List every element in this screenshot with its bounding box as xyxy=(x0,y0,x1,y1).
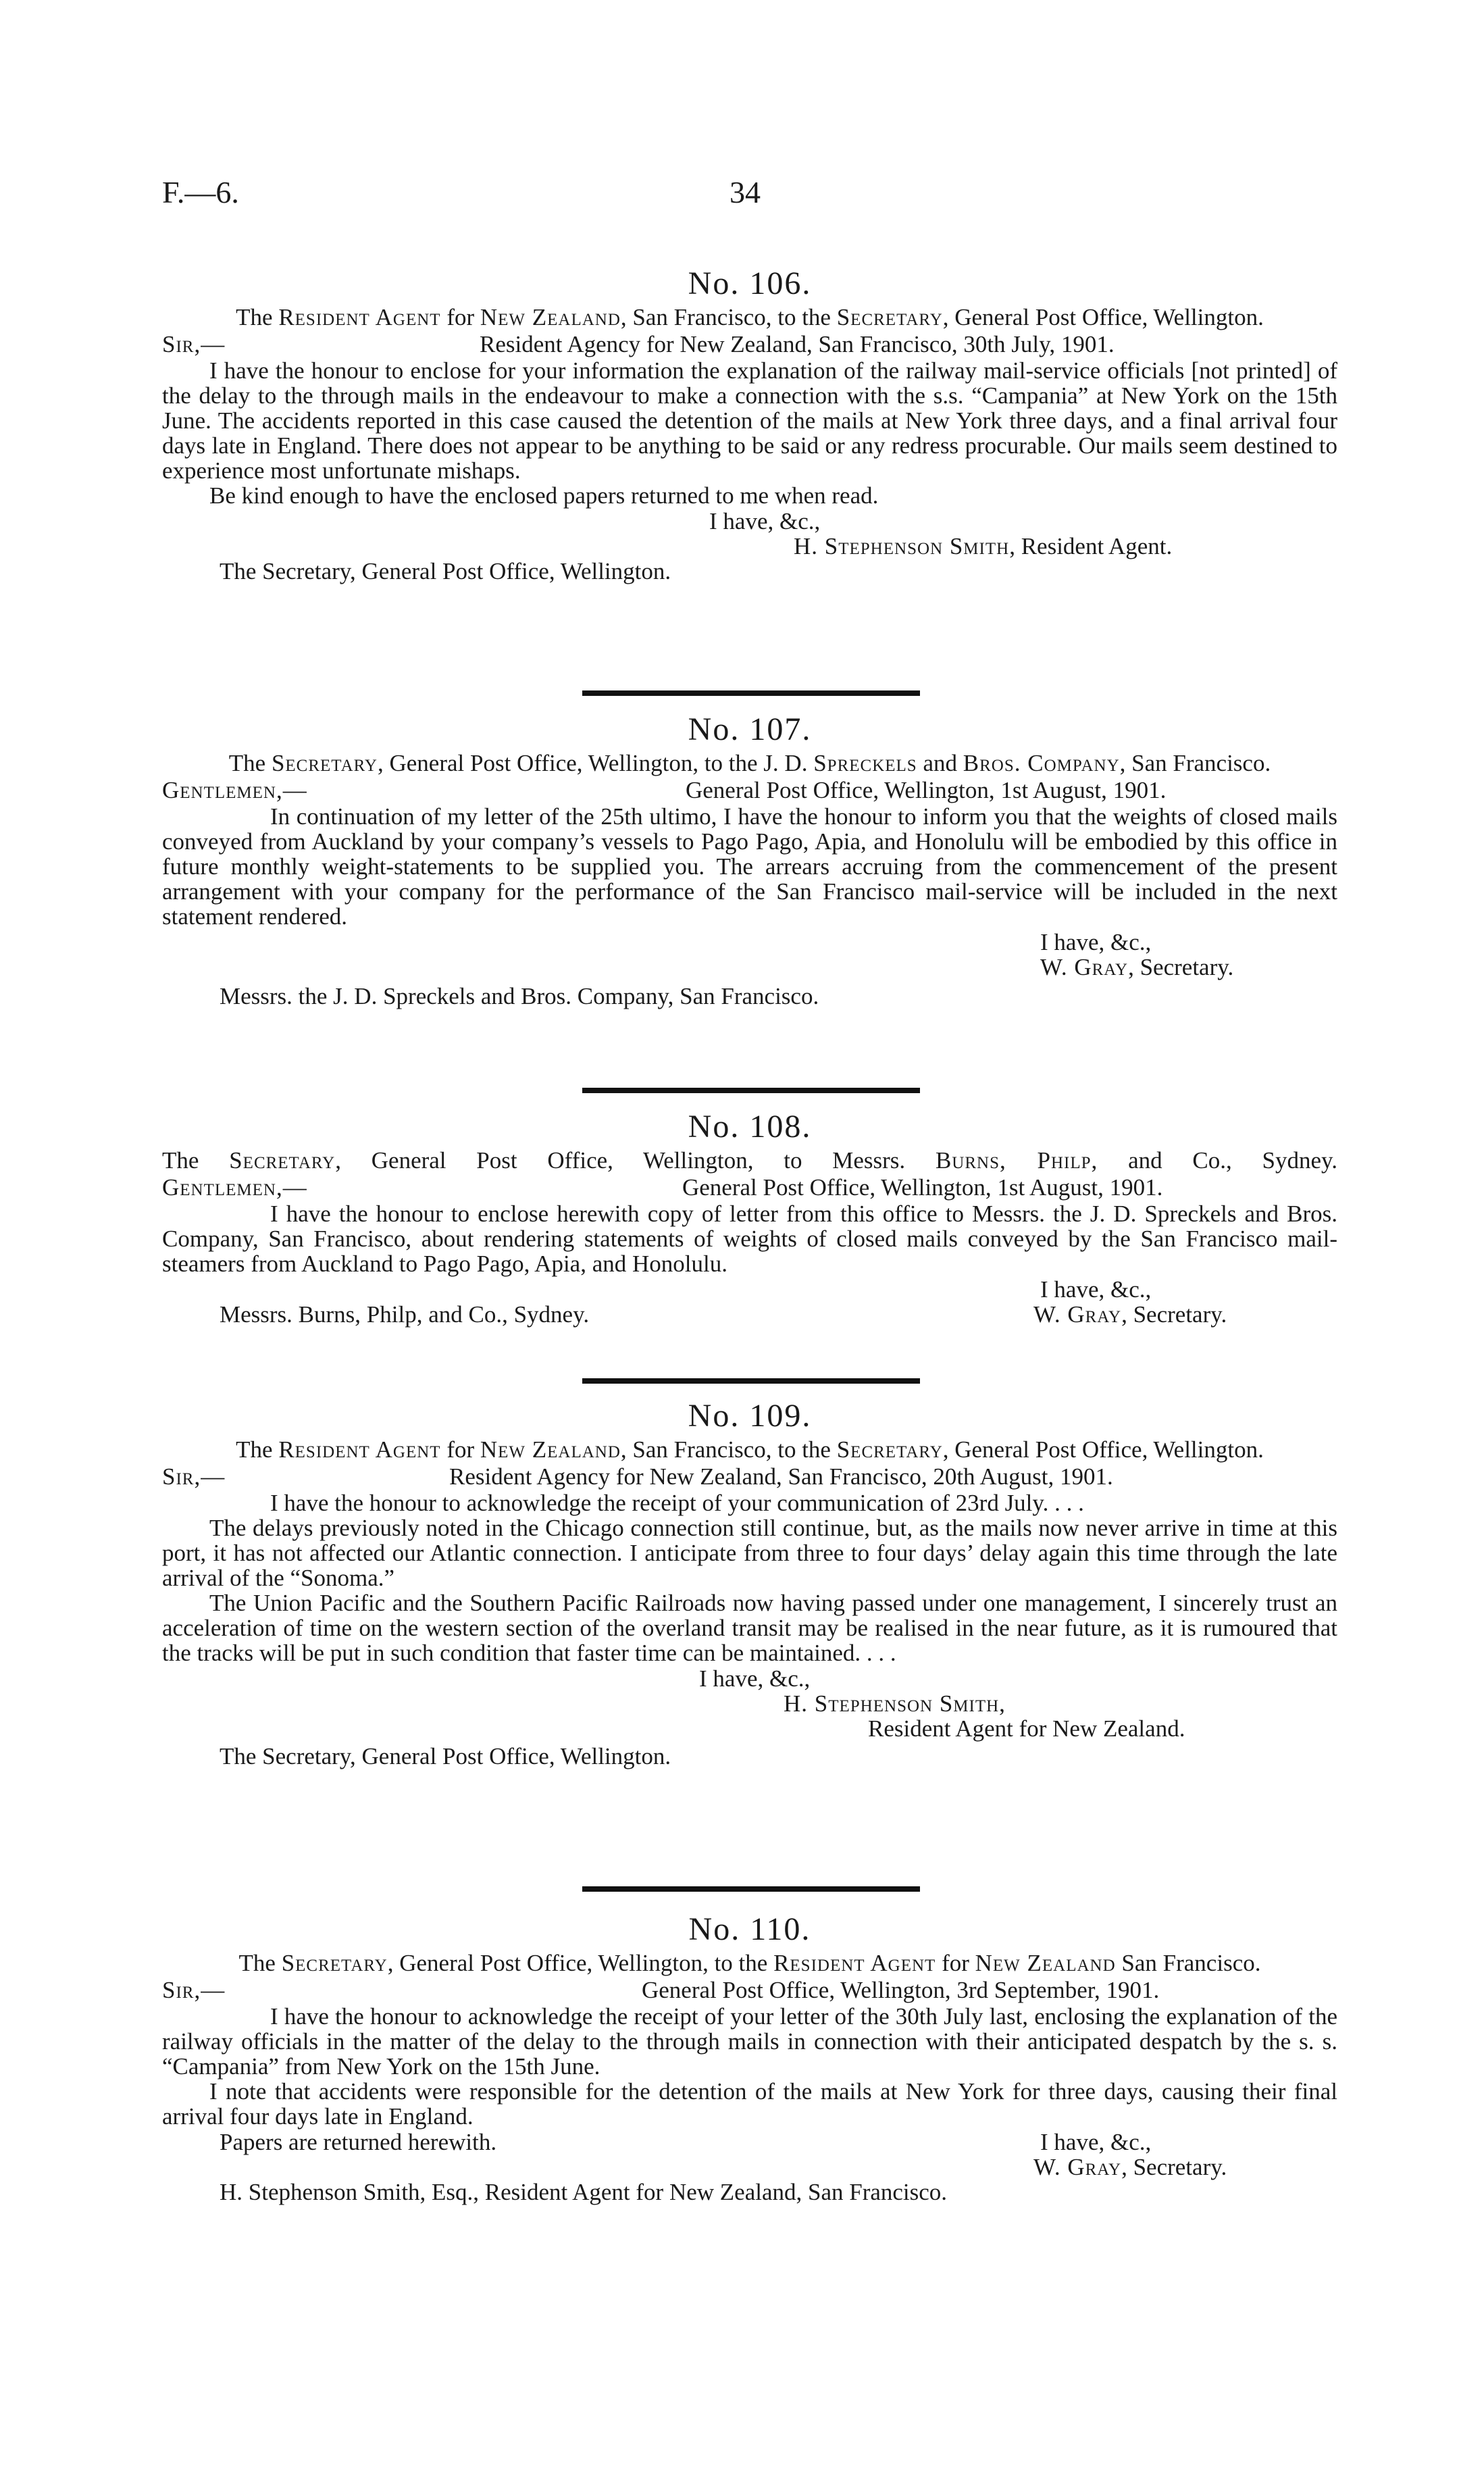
paragraph: In continuation of my letter of the 25th ultimo, I have the honour to inform you that the weights of closed mails conveyed from Auckland by your company’s vessels to Pago Pago, Apia, and Honolulu will be embodied by this office in future monthly weight-statements to be supplied you. The arrears accruing from the commencement of the present arrangement with your company for the performance of the San Francisco mail-service will be included in the next statement rendered. xyxy=(162,803,1337,930)
signature: H. Stephenson Smith, Resident Agent. xyxy=(794,533,1173,559)
closing: I have, &c., xyxy=(709,508,821,534)
letter-106 xyxy=(162,263,1337,585)
paragraph: I note that accidents were responsible for the detention of the mails at New York for three days, causing their final arrival four days late in England. xyxy=(162,2078,1337,2130)
salutation: Sir,— xyxy=(162,331,226,357)
signature: W. Gray, Secretary. xyxy=(1033,1301,1227,1328)
dateline: Resident Agency for New Zealand, San Francisco, 30th July, 1901. xyxy=(480,331,1115,357)
letter-107 xyxy=(162,709,1337,1010)
signature: H. Stephenson Smith, xyxy=(784,1690,1006,1717)
document-reference: F.—6. xyxy=(162,175,239,209)
salutation: Sir,— xyxy=(162,1463,226,1490)
paragraph: Be kind enough to have the enclosed papers returned to me when read. xyxy=(209,482,879,509)
salutation: Sir,— xyxy=(162,1977,226,2003)
letter-title: The Secretary, General Post Office, Wellington, to the Resident Agent for New Zealand San Francisco. xyxy=(238,1950,1261,1976)
closing: I have, &c., xyxy=(1040,1276,1152,1303)
addressee: The Secretary, General Post Office, Wellington. xyxy=(220,1743,671,1769)
addressee: Messrs. the J. D. Spreckels and Bros. Company, San Francisco. xyxy=(220,983,819,1009)
addressee: The Secretary, General Post Office, Wellington. xyxy=(220,558,671,584)
signature: W. Gray, Secretary. xyxy=(1040,954,1234,980)
paragraph: The delays previously noted in the Chicago connection still continue, but, as the mails now never arrive in time at this port, it has not affected our Atlantic connection. I anticipate from three to four days’ delay again this time through the late arrival of the “Sonoma.” xyxy=(162,1515,1337,1591)
paragraph: The Union Pacific and the Southern Pacific Railroads now having passed under one management, I sincerely trust an acceleration of time on the western section of the overland transit may be realised in the near future, as it is rumoured that the tracks will be put in such condition that faster time can be maintained. . . . xyxy=(162,1590,1337,1666)
closing: I have, &c., xyxy=(1040,929,1152,955)
letter-title: The Secretary, General Post Office, Wellington, to the J. D. Spreckels and Bros. Company, San Francisco. xyxy=(228,750,1271,776)
addressee: H. Stephenson Smith, Esq., Resident Agent for New Zealand, San Francisco. xyxy=(220,2179,948,2205)
letter-title: The Resident Agent for New Zealand, San Francisco, to the Secretary, General Post Office, Wellington. xyxy=(236,1436,1264,1463)
signature: W. Gray, Secretary. xyxy=(1033,2154,1227,2180)
dateline: General Post Office, Wellington, 1st August, 1901. xyxy=(682,1174,1163,1201)
section-divider xyxy=(582,1088,920,1093)
letter-number: No. 108. xyxy=(688,1109,812,1144)
paragraph: I have the honour to acknowledge the receipt of your letter of the 30th July last, enclosing the explanation of the railway officials in the matter of the delay to the through mails in connection with their anticipated despatch by the s. s. “Campania” from New York on the 15th June. xyxy=(162,2003,1337,2080)
paragraph: I have the honour to enclose herewith copy of letter from this office to Messrs. the J. D. Spreckels and Bros. Company, San Francisco, about rendering statements of weights of closed mails conveyed by the San Francisco mail-steamers from Auckland to Pago Pago, Apia, and Honolulu. xyxy=(162,1201,1337,1277)
dateline: General Post Office, Wellington, 1st August, 1901. xyxy=(686,777,1167,803)
page-number: 34 xyxy=(730,175,761,209)
salutation-row xyxy=(162,777,1337,804)
dateline: Resident Agency for New Zealand, San Francisco, 20th August, 1901. xyxy=(449,1463,1113,1490)
section-divider xyxy=(582,1378,920,1384)
paragraph: I have the honour to acknowledge the receipt of your communication of 23rd July. . . . xyxy=(270,1490,1084,1516)
letter-number: No. 109. xyxy=(688,1398,812,1434)
salutation-row xyxy=(162,1977,1337,2004)
closing: I have, &c., xyxy=(1040,2129,1152,2155)
letter-title: The Resident Agent for New Zealand, San Francisco, to the Secretary, General Post Office, Wellington. xyxy=(236,304,1264,330)
section-divider xyxy=(582,690,920,696)
addressee: Messrs. Burns, Philp, and Co., Sydney. xyxy=(220,1301,590,1328)
section-divider xyxy=(582,1886,920,1892)
signature-title: Resident Agent for New Zealand. xyxy=(868,1715,1185,1742)
letter-110 xyxy=(162,1909,1337,2206)
salutation-row xyxy=(162,1463,1337,1490)
paragraph: I have the honour to enclose for your information the explanation of the railway mail-service officials [not printed] of the delay to the through mails in the endeavour to make a connection with the s.s. “Campania” at New York on the 15th June. The accidents reported in this case caused the detention of the mails at New York three days, and a final arrival four days late in England. There does not appear to be anything to be said or any redress procurable. Our mails seem destined to experience most unfortunate mishaps. xyxy=(162,357,1337,484)
salutation: Gentlemen,— xyxy=(162,777,307,803)
salutation-row xyxy=(162,1174,1337,1201)
closing: I have, &c., xyxy=(699,1665,811,1692)
letter-108 xyxy=(162,1107,1337,1326)
letter-number: No. 106. xyxy=(688,266,812,301)
salutation: Gentlemen,— xyxy=(162,1174,307,1201)
letter-109 xyxy=(162,1396,1337,1770)
letter-title: The Secretary, General Post Office, Wellington, to Messrs. Burns, Philp, and Co., Sydney. xyxy=(162,1147,1337,1174)
letter-number: No. 110. xyxy=(688,1911,811,1947)
dateline: General Post Office, Wellington, 3rd September, 1901. xyxy=(642,1977,1160,2003)
salutation-row xyxy=(162,331,1337,358)
letter-number: No. 107. xyxy=(688,711,812,747)
paragraph: Papers are returned herewith. xyxy=(220,2129,497,2155)
